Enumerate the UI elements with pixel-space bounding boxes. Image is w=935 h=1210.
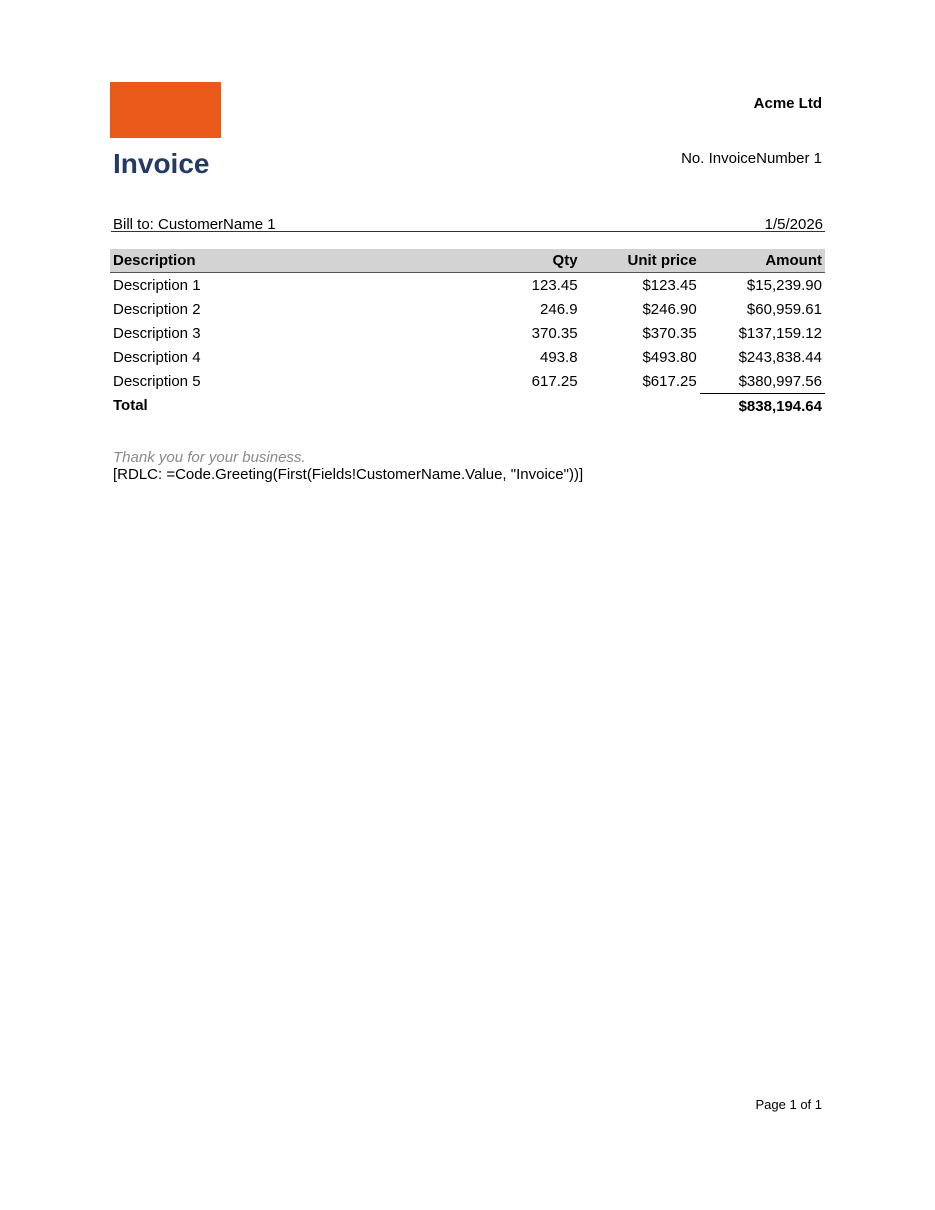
cell-unit-price: $617.25 [642,372,697,390]
table-row [110,321,825,345]
cell-qty: 493.8 [540,348,578,366]
rdlc-expression-text: [RDLC: =Code.Greeting(First(Fields!CustomerName.Value, "Invoice"))] [113,466,584,483]
invoice-title: Invoice [113,148,210,179]
bill-to-row [111,216,825,232]
company-name: Acme Ltd [753,95,822,112]
cell-unit-price: $493.80 [642,348,697,366]
total-empty-unit-price [581,394,700,419]
column-header-description: Description [110,249,473,273]
thank-you-note: Thank you for your business. [113,449,306,466]
cell-qty: 123.45 [531,276,578,294]
invoice-number: No. InvoiceNumber 1 [681,150,822,167]
column-header-qty: Qty [473,249,581,273]
cell-description: Description 1 [113,276,201,294]
cell-qty: 370.35 [531,324,578,342]
cell-unit-price: $370.35 [642,324,697,342]
table-row [110,345,825,369]
page-number: Page 1 of 1 [755,1097,822,1112]
cell-amount: $380,997.56 [700,369,825,394]
invoice-date: 1/5/2026 [764,216,823,233]
cell-amount: $137,159.12 [738,324,822,342]
table-header-row [110,249,825,273]
cell-amount: $15,239.90 [746,276,822,294]
total-label: Total [113,397,148,415]
table-row [110,369,825,394]
company-logo [110,82,221,138]
table-row [110,273,825,298]
cell-unit-price: $246.90 [642,300,697,318]
cell-unit-price: $123.45 [642,276,697,294]
column-header-amount: Amount [700,249,825,273]
cell-description: Description 2 [113,300,201,318]
cell-qty: 617.25 [531,372,578,390]
table-row [110,297,825,321]
cell-description: Description 3 [113,324,201,342]
total-row [110,394,825,419]
cell-amount: $60,959.61 [746,300,822,318]
cell-description: Description 4 [113,348,201,366]
total-empty-qty [473,394,581,419]
total-amount: $838,194.64 [738,397,822,415]
bill-to-label: Bill to: CustomerName 1 [113,216,276,233]
line-items-table [110,249,825,418]
column-header-unit-price: Unit price [581,249,700,273]
cell-amount: $243,838.44 [738,348,822,366]
cell-qty: 246.9 [540,300,578,318]
cell-description: Description 5 [113,372,201,390]
